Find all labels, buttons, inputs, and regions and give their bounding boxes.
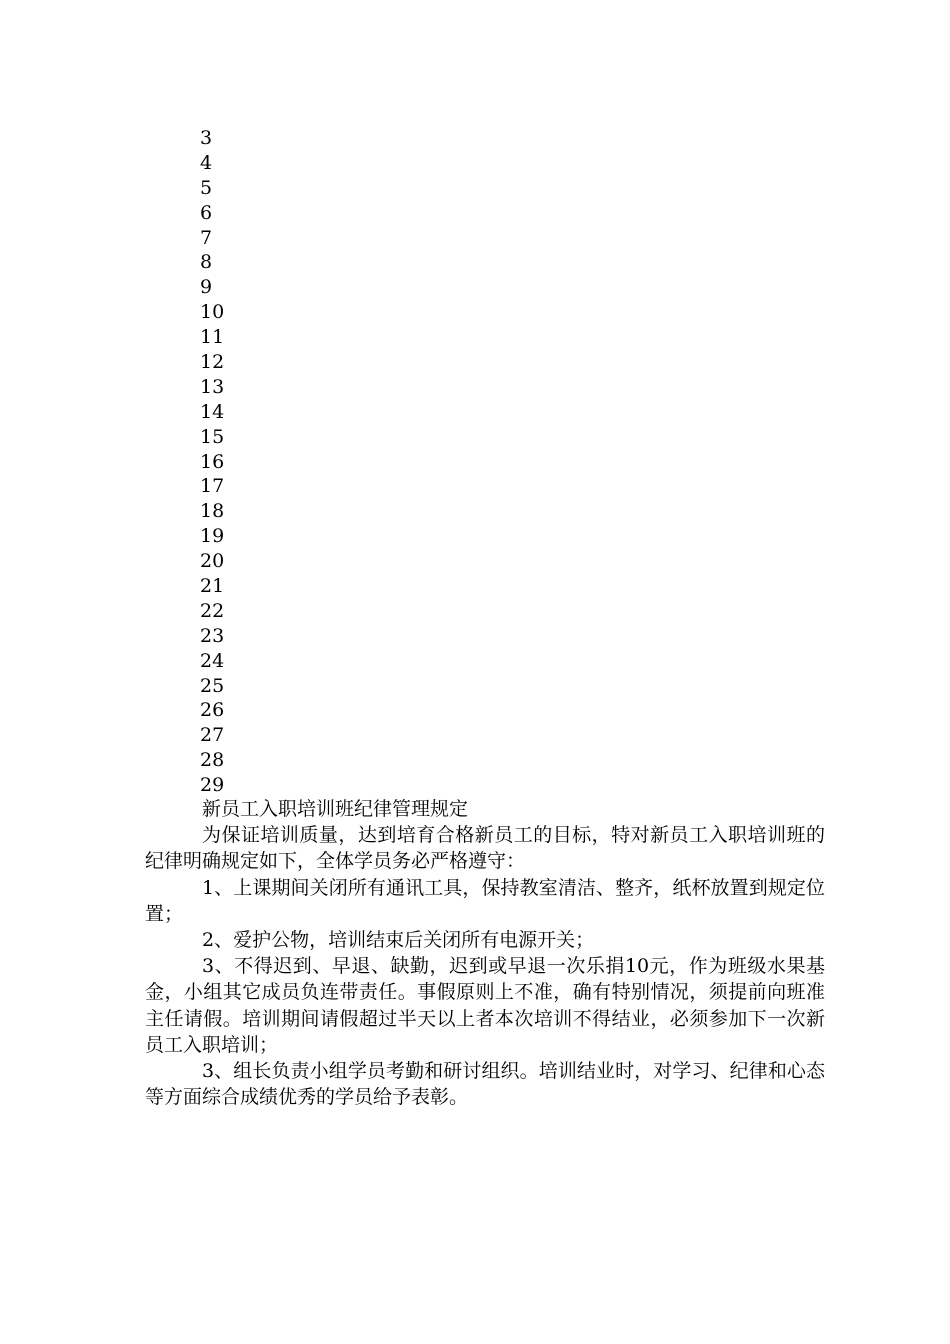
line-number: 27: [200, 724, 225, 747]
line-number: 24: [200, 649, 225, 672]
line-number: 26: [200, 699, 225, 722]
line-number: 20: [200, 550, 225, 573]
line-number: 23: [200, 624, 225, 647]
line-number: 4: [200, 151, 213, 174]
rule-paragraph: 3、不得迟到、早退、缺勤，迟到或早退一次乐捐10元，作为班级水果基金，小组其它成员负连带责任。事假原则上不准，确有特别情况，须提前向班准主任请假。培训期间请假超过半天以上者本次培训不得结业，必须参加下一次新员工入职培训；: [145, 955, 825, 1056]
line-number: 17: [200, 475, 225, 498]
line-number: 6: [200, 201, 213, 224]
line-number: 15: [200, 425, 225, 448]
line-number: 21: [200, 575, 225, 598]
line-number: 19: [200, 525, 225, 548]
intro-paragraph: 为保证培训质量，达到培育合格新员工的目标，特对新员工入职培训班的纪律明确规定如下，全体学员务必严格遵守：: [145, 824, 825, 873]
line-number-list: [200, 126, 224, 798]
line-number: 10: [200, 301, 225, 324]
rule-paragraph: 1、上课期间关闭所有通讯工具，保持教室清洁、整齐，纸杯放置到规定位置；: [145, 876, 825, 925]
line-number: 8: [200, 251, 213, 274]
line-number: 7: [200, 226, 213, 249]
rule-paragraph: 2、爱护公物，培训结束后关闭所有电源开关；: [202, 929, 595, 952]
line-number: 16: [200, 450, 225, 473]
line-number: 12: [200, 351, 225, 374]
document-body: [145, 796, 825, 1110]
line-number: 25: [200, 674, 225, 697]
line-number: 14: [200, 400, 225, 423]
line-number: 29: [200, 774, 225, 797]
line-number: 9: [200, 276, 213, 299]
line-number: 13: [200, 375, 225, 398]
line-number: 11: [200, 326, 225, 349]
line-number: 28: [200, 749, 225, 772]
document-title: 新员工入职培训班纪律管理规定: [202, 798, 469, 820]
line-number: 3: [200, 127, 213, 149]
line-number: 22: [200, 599, 225, 622]
line-number: 5: [200, 176, 213, 199]
rule-paragraph: 3、组长负责小组学员考勤和研讨组织。培训结业时，对学习、纪律和心态等方面综合成绩优秀的学员给予表彰。: [145, 1060, 825, 1109]
line-number: 18: [200, 500, 225, 523]
